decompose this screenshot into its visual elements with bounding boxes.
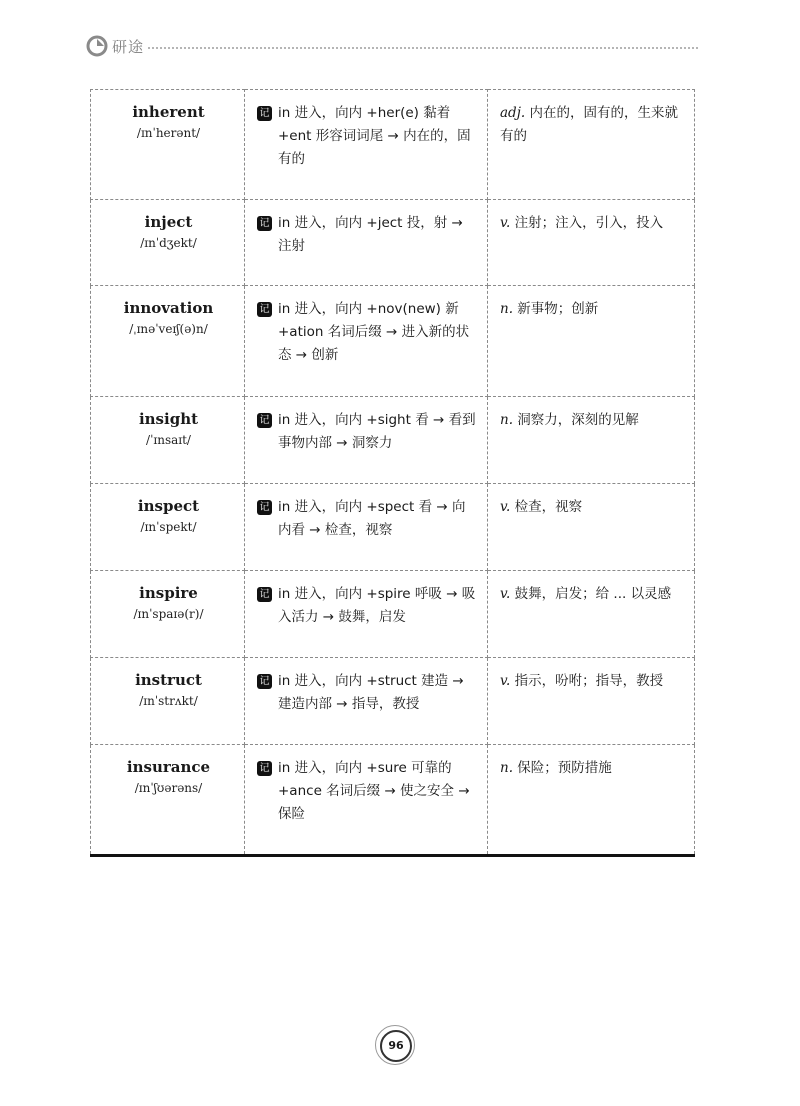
part-of-speech: v.	[500, 673, 511, 689]
memo-text: in 进入，向内 +struct 建造 → 建造内部 → 指导，教授	[278, 673, 464, 712]
word-cell	[91, 397, 245, 484]
memo-icon: 记	[257, 674, 272, 689]
memo-icon: 记	[257, 500, 272, 515]
memo-cell	[245, 286, 488, 397]
memo-cell	[245, 397, 488, 484]
headword: instruct	[135, 671, 202, 689]
part-of-speech: v.	[500, 499, 511, 515]
phonetic: /ˈɪnsaɪt/	[146, 433, 191, 447]
meaning-cell	[488, 484, 695, 571]
meaning-text: 鼓舞，启发；给 ... 以灵感	[514, 586, 672, 602]
word-cell	[91, 286, 245, 397]
header-dotted-rule	[148, 47, 698, 49]
table-row	[91, 484, 695, 571]
meaning-text: 注射；注入，引入，投入	[514, 215, 664, 231]
memo-cell	[245, 90, 488, 200]
memo-text: in 进入，向内 +her(e) 黏着 +ent 形容词词尾 → 内在的，固有的	[278, 105, 471, 167]
memo-cell	[245, 658, 488, 745]
table-row	[91, 90, 695, 200]
logo-swirl-icon	[86, 35, 108, 57]
part-of-speech: v.	[500, 215, 511, 231]
phonetic: /ˌɪnəˈveɪʃ(ə)n/	[129, 322, 208, 336]
table-row	[91, 397, 695, 484]
word-cell	[91, 90, 245, 200]
meaning-cell	[488, 397, 695, 484]
memo-icon: 记	[257, 302, 272, 317]
memo-text: in 进入，向内 +ject 投，射 → 注射	[278, 215, 463, 254]
part-of-speech: v.	[500, 586, 511, 602]
memo-text: in 进入，向内 +nov(new) 新 +ation 名词后缀 → 进入新的状态 → 创新	[278, 301, 470, 363]
memo-icon: 记	[257, 216, 272, 231]
meaning-cell	[488, 745, 695, 856]
table-row	[91, 658, 695, 745]
part-of-speech: n.	[500, 301, 513, 317]
phonetic: /ɪnˈherənt/	[136, 126, 201, 140]
phonetic: /ɪnˈspaɪə(r)/	[133, 607, 204, 621]
vocabulary-table	[90, 89, 695, 857]
table-row	[91, 286, 695, 397]
memo-text: in 进入，向内 +sight 看 → 看到事物内部 → 洞察力	[278, 412, 476, 451]
page-header	[86, 30, 698, 64]
word-cell	[91, 200, 245, 286]
phonetic: /ɪnˈstrʌkt/	[139, 694, 198, 708]
headword: innovation	[123, 299, 214, 317]
meaning-cell	[488, 90, 695, 200]
phonetic: /ɪnˈdʒekt/	[140, 236, 197, 250]
word-cell	[91, 571, 245, 658]
meaning-text: 保险；预防措施	[517, 760, 612, 776]
memo-text: in 进入，向内 +spire 呼吸 → 吸入活力 → 鼓舞，启发	[278, 586, 476, 625]
word-cell	[91, 745, 245, 856]
publisher-logo	[86, 35, 144, 57]
meaning-text: 内在的，固有的，生来就有的	[500, 105, 678, 144]
headword: insurance	[126, 758, 211, 776]
meaning-cell	[488, 571, 695, 658]
memo-cell	[245, 745, 488, 856]
memo-icon: 记	[257, 587, 272, 602]
memo-cell	[245, 484, 488, 571]
headword: inspect	[137, 497, 200, 515]
memo-icon: 记	[257, 413, 272, 428]
part-of-speech: n.	[500, 412, 513, 428]
part-of-speech: adj.	[500, 105, 526, 121]
memo-cell	[245, 571, 488, 658]
table-row	[91, 571, 695, 658]
word-cell	[91, 484, 245, 571]
headword: inspire	[139, 584, 198, 602]
table-row	[91, 200, 695, 286]
meaning-text: 新事物；创新	[517, 301, 599, 317]
meaning-text: 洞察力，深刻的见解	[517, 412, 639, 428]
meaning-text: 指示，吩咐；指导，教授	[514, 673, 664, 689]
memo-text: in 进入，向内 +spect 看 → 向内看 → 检查，视察	[278, 499, 466, 538]
phonetic: /ɪnˈspekt/	[140, 520, 197, 534]
word-cell	[91, 658, 245, 745]
logo-text: 研途	[112, 37, 145, 56]
memo-cell	[245, 200, 488, 286]
meaning-cell	[488, 286, 695, 397]
memo-text: in 进入，向内 +sure 可靠的 +ance 名词后缀 → 使之安全 → 保险	[278, 760, 470, 822]
memo-icon: 记	[257, 761, 272, 776]
headword: inject	[144, 213, 193, 231]
headword: insight	[138, 410, 199, 428]
meaning-cell	[488, 658, 695, 745]
meaning-text: 检查，视察	[514, 499, 583, 515]
phonetic: /ɪnˈʃʊərəns/	[134, 781, 203, 795]
part-of-speech: n.	[500, 760, 513, 776]
headword: inherent	[132, 103, 205, 121]
table-row	[91, 745, 695, 856]
meaning-cell	[488, 200, 695, 286]
memo-icon: 记	[257, 106, 272, 121]
page-number: 96	[380, 1030, 412, 1062]
